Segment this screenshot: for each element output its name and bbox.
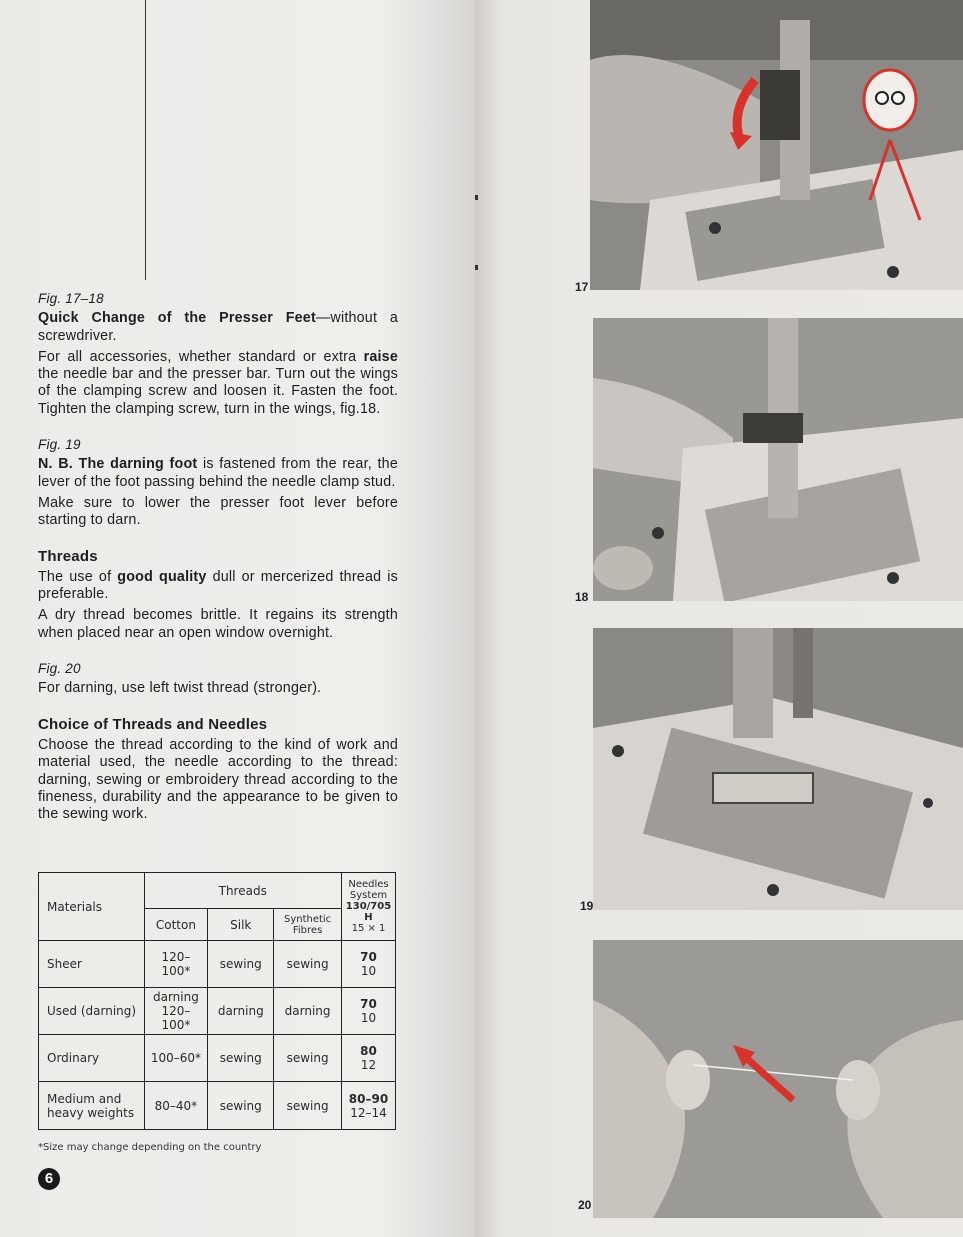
cell-material: Sheer (39, 941, 145, 988)
spine-mark (475, 265, 478, 270)
cell-needle-a: 70 (360, 950, 377, 964)
page-number-badge: 6 (38, 1168, 60, 1190)
presser-feet-title: Quick Change of the Presser Feet (38, 310, 316, 327)
header-threads: Threads (144, 873, 341, 909)
threads-text-a: The use of (38, 568, 112, 585)
threads-para-1 (38, 569, 398, 604)
fig-ref-19: Fig. 19 (38, 437, 81, 453)
cell-synthetic: sewing (274, 1082, 342, 1130)
cell-cotton: darning 120–100* (144, 988, 208, 1035)
figure-17-photo (590, 0, 963, 290)
section-presser-feet (38, 290, 398, 418)
figure-19-number: 19 (580, 899, 594, 913)
section-choice (38, 716, 398, 824)
fig-ref-20: Fig. 20 (38, 661, 81, 677)
header-needles (341, 873, 395, 941)
left-twist-para: For darning, use left twist thread (stronger). (38, 680, 322, 697)
cell-synthetic: sewing (274, 941, 342, 988)
threads-text-bold: good quality (117, 568, 207, 585)
header-synthetic: Synthetic Fibres (274, 909, 342, 941)
presser-feet-instructions (38, 349, 398, 418)
cell-needle-a: 70 (360, 997, 377, 1011)
cell-needle (341, 1082, 395, 1130)
cell-synthetic: darning (274, 988, 342, 1035)
fig-ref-17-18: Fig. 17–18 (38, 291, 104, 306)
figure-19-photo (593, 628, 963, 910)
cell-needle-a: 80–90 (348, 1091, 389, 1106)
section-darning-foot (38, 436, 398, 529)
cell-needle-b: 10 (360, 1011, 377, 1025)
cell-material: Medium and heavy weights (39, 1082, 145, 1130)
cell-silk: darning (208, 988, 274, 1035)
table-row (39, 1035, 396, 1082)
figure-20-photo (593, 940, 963, 1218)
cell-needle (341, 941, 395, 988)
table-row (39, 988, 396, 1035)
section-threads (38, 548, 398, 642)
threads-text-b: dull or mercerized thread is preferable. (38, 568, 398, 603)
header-silk: Silk (208, 909, 274, 941)
choice-para: Choose the thread according to the kind of work and material used, the needle according to the thread: darning, sewing or embroidery thread according to the fineness, durability and the appearance to be given to the sewing work. (38, 736, 398, 823)
cell-needle (341, 988, 395, 1035)
crop-line (145, 0, 146, 280)
section-fig20 (38, 660, 398, 698)
figure-18-photo (593, 318, 963, 601)
presser-feet-text-bold: raise (363, 348, 398, 365)
footnote: *Size may change depending on the country (38, 1142, 262, 1153)
header-cotton: Cotton (144, 909, 208, 941)
header-materials: Materials (39, 873, 145, 941)
right-page (475, 0, 963, 1237)
table-row (39, 941, 396, 988)
left-page (0, 0, 475, 1237)
darning-foot-note: Make sure to lower the presser foot lever before starting to darn. (38, 494, 398, 529)
figure-20-number: 20 (578, 1198, 592, 1212)
darning-foot-rest: is fastened from the rear, the lever of the foot passing behind the needle clamp stud. (38, 456, 398, 490)
cell-silk: sewing (208, 1082, 274, 1130)
cell-needle-a: 80 (360, 1044, 377, 1058)
threads-para-2: A dry thread becomes brittle. It regains its strength when placed near an open window overnight. (38, 607, 398, 641)
cell-material: Used (darning) (39, 988, 145, 1035)
header-needles-label: Needles System (348, 879, 389, 901)
cell-cotton: 80–40* (144, 1082, 208, 1130)
choice-heading: Choice of Threads and Needles (38, 715, 268, 733)
cell-silk: sewing (208, 941, 274, 988)
figure-18-number: 18 (575, 590, 589, 604)
spine-mark (475, 195, 478, 200)
presser-feet-title-rest: —without a screwdriver. (38, 310, 398, 344)
presser-feet-text-b: the needle bar and the presser bar. Turn out the wings of the clamping screw and loosen it. Fasten the foot. Tighten the clamping screw, turn in the wings, fig.18. (38, 366, 398, 417)
cell-needle-b: 10 (360, 964, 377, 978)
cell-material: Ordinary (39, 1035, 145, 1082)
table-row (39, 1082, 396, 1130)
cell-needle (341, 1035, 395, 1082)
presser-feet-heading-para (38, 310, 398, 345)
figure-17-number: 17 (575, 280, 589, 294)
header-needles-sub: 15 × 1 (351, 923, 386, 934)
darning-foot-bold: N. B. The darning foot (38, 456, 198, 473)
cell-needle-b: 12–14 (350, 1105, 387, 1120)
cell-silk: sewing (208, 1035, 274, 1082)
threads-heading: Threads (38, 547, 98, 565)
cell-needle-b: 12 (360, 1058, 377, 1072)
cell-cotton: 120–100* (144, 941, 208, 988)
presser-feet-text-a: For all accessories, whether standard or extra (38, 348, 357, 365)
text-column (38, 290, 398, 841)
threads-needles-table (38, 872, 396, 1130)
header-needles-system: 130/705 H (345, 901, 392, 923)
cell-synthetic: sewing (274, 1035, 342, 1082)
cell-cotton: 100–60* (144, 1035, 208, 1082)
table-header-row (39, 873, 396, 909)
darning-foot-para (38, 456, 398, 491)
